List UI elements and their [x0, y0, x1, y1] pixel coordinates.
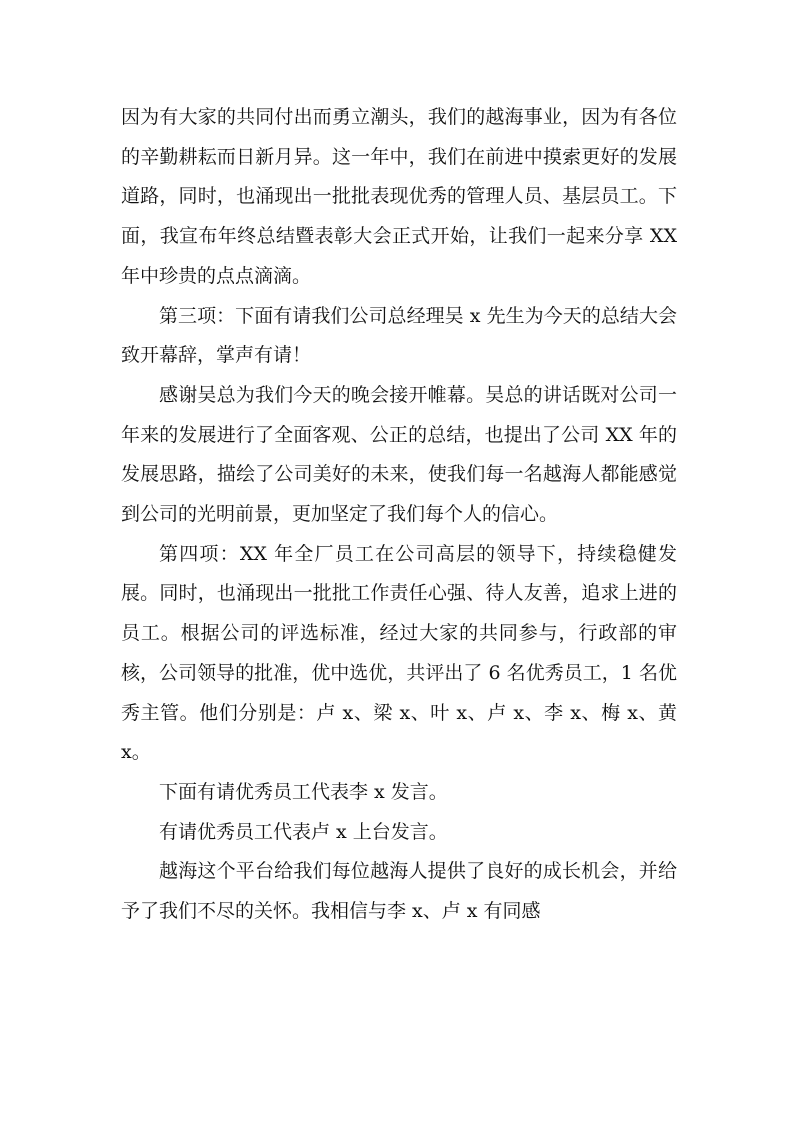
paragraph-platform: 越海这个平台给我们每位越海人提供了良好的成长机会，并给予了我们不尽的关怀。我相信与李 x、卢 x 有同感 [121, 860, 677, 923]
paragraph-item-three: 第三项：下面有请我们公司总经理吴 x 先生为今天的总结大会致开幕辞，掌声有请！ [121, 304, 677, 367]
paragraph-speech-invite-1: 下面有请优秀员工代表李 x 发言。 [159, 780, 448, 803]
paragraph-thanks: 感谢吴总为我们今天的晚会接开帷幕。吴总的讲话既对公司一年来的发展进行了全面客观、公正的总结，也提出了公司 XX 年的发展思路，描绘了公司美好的未来，使我们每一名越海人都能感觉到公司的光明前景，更加坚定了我们每个人的信心。 [121, 383, 677, 526]
document-body [121, 98, 677, 932]
paragraph-item-four: 第四项：XX 年全厂员工在公司高层的领导下，持续稳健发展。同时，也涌现出一批批工作责任心强、待人友善，追求上进的员工。根据公司的评选标准，经过大家的共同参与，行政部的审核，公司领导的批准，优中选优，共评出了 6 名优秀员工，1 名优秀主管。他们分别是：卢 x、梁 x、叶 x、卢 x、李 x、梅 x、黄 x。 [121, 542, 677, 764]
paragraph-opening: 因为有大家的共同付出而勇立潮头，我们的越海事业，因为有各位的辛勤耕耘而日新月异。这一年中，我们在前进中摸索更好的发展道路，同时，也涌现出一批批表现优秀的管理人员、基层员工。下面，我宣布年终总结暨表彰大会正式开始，让我们一起来分享 XX 年中珍贵的点点滴滴。 [121, 106, 677, 287]
paragraph-speech-invite-2: 有请优秀员工代表卢 x 上台发言。 [159, 820, 448, 843]
